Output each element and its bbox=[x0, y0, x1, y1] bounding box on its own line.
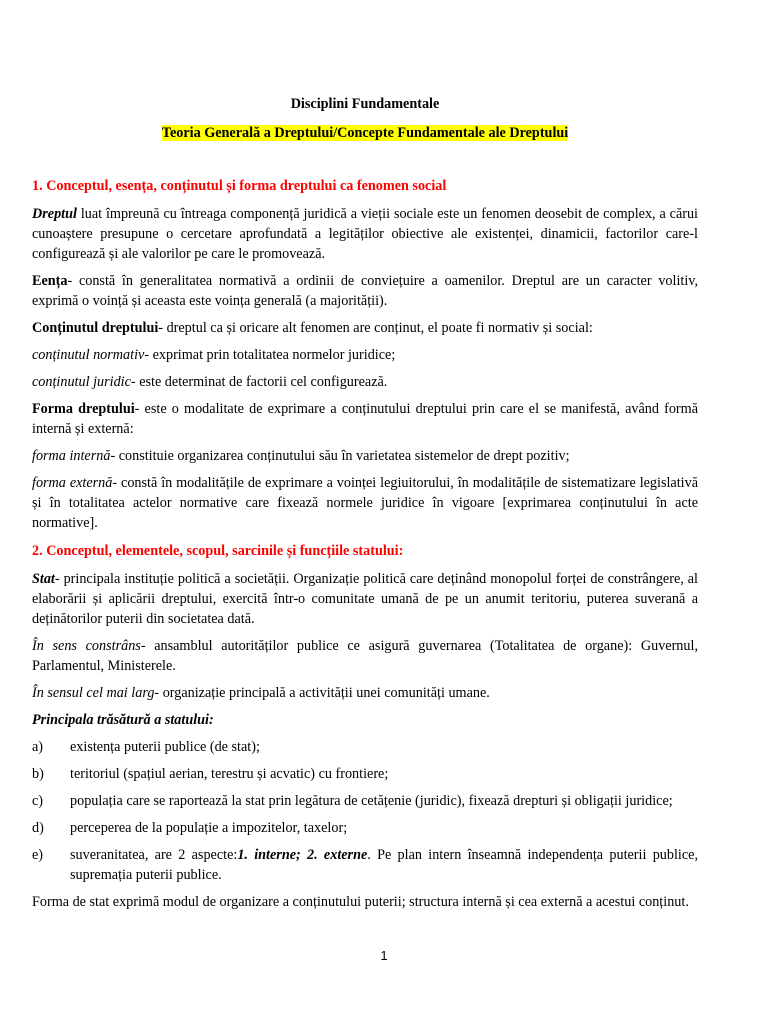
paragraph-forma-externa bbox=[32, 473, 698, 533]
term-continutul-juridic: conținutul juridic bbox=[32, 374, 131, 390]
term-forma-interna: forma internă bbox=[32, 448, 111, 464]
paragraph-text: - este o modalitate de exprimare a conținutului dreptului prin care el se manifestă, având formă internă și externă: bbox=[32, 401, 698, 437]
term-sens-constrans: În sens constrâns bbox=[32, 638, 141, 654]
paragraph-continutul-juridic bbox=[32, 372, 698, 392]
list-item bbox=[32, 764, 698, 784]
paragraph-dreptul bbox=[32, 204, 698, 264]
term-esenta: Eența bbox=[32, 273, 68, 289]
term-forma-externa: forma externă bbox=[32, 475, 113, 491]
document-subtitle-wrap bbox=[32, 123, 698, 143]
list-item-text: populația care se raportează la stat prin legătura de cetățenie (juridic), fixează drepturi și obligații juridice; bbox=[70, 793, 673, 809]
list-item bbox=[32, 737, 698, 757]
list-item bbox=[32, 791, 698, 811]
paragraph-text: - exprimat prin totalitatea normelor juridice; bbox=[144, 347, 396, 363]
list-marker: e) bbox=[32, 847, 44, 863]
document-title: Disciplini Fundamentale bbox=[290, 96, 440, 112]
list-item bbox=[32, 818, 698, 838]
item-e-pre: suveranitatea, are 2 aspecte: bbox=[70, 847, 238, 863]
paragraph-sens-larg bbox=[32, 683, 698, 703]
paragraph-forma-dreptului bbox=[32, 399, 698, 439]
term-stat: Stat bbox=[32, 571, 55, 587]
paragraph-text: - este determinat de factorii cel configurează. bbox=[130, 374, 388, 390]
paragraph-text: - ansamblul autorităților publice ce asigură guvernarea (Totalitatea de organe): Guvernul, Parlamentul, Ministerele. bbox=[32, 638, 698, 674]
paragraph-forma-interna bbox=[32, 446, 698, 466]
term-forma-dreptului: Forma dreptului bbox=[32, 401, 135, 417]
page-content bbox=[32, 94, 698, 919]
list-item-text: perceperea de la populație a impozitelor, taxelor; bbox=[70, 820, 348, 836]
paragraph-continutul bbox=[32, 318, 698, 338]
term-sens-larg: În sensul cel mai larg bbox=[32, 685, 155, 701]
paragraph-forma-de-stat bbox=[32, 892, 698, 912]
list-marker: c) bbox=[32, 793, 44, 809]
list-item-text: existența puterii publice (de stat); bbox=[70, 739, 260, 755]
paragraph-text: Forma de stat exprimă modul de organizare a conținutului puterii; structura internă și cea externă a acestui conținut. bbox=[32, 894, 689, 910]
term-dreptul: Dreptul bbox=[32, 206, 77, 222]
section1-heading: 1. Conceptul, esența, conținutul și forma dreptului ca fenomen social bbox=[32, 178, 447, 194]
list-heading bbox=[32, 710, 698, 730]
item-e-post: . Pe plan intern înseamnă independența puterii publice, supremația puterii publice. bbox=[70, 847, 698, 883]
section2-heading: 2. Conceptul, elementele, scopul, sarcinile și funcțiile statului: bbox=[32, 543, 404, 559]
paragraph-text: - constituie organizarea conținutului său în varietatea sistemelor de drept pozitiv; bbox=[110, 448, 570, 464]
paragraph-text: - principala instituție politică a societății. Organizație politică care deținând monopolul forței de constrângere, al elaborării și aplicării dreptului, exercită într-o comunitate umană de pe un anumit teritoriu, puterea suverană a deținătorilor puterii din societatea dată. bbox=[32, 571, 698, 627]
list-marker: b) bbox=[32, 766, 44, 782]
list-item bbox=[32, 845, 698, 885]
list-heading-text: Principala trăsătură a statului: bbox=[32, 712, 214, 728]
paragraph-text: - constă în modalitățile de exprimare a voinței legiuitorului, în modalitățile de sistematizare legislativă și în totalitatea actelor normative care fixează normele juridice în vigoare [exprimarea conținutului în acte normative]. bbox=[32, 475, 698, 531]
paragraph-esenta bbox=[32, 271, 698, 311]
paragraph-stat bbox=[32, 569, 698, 629]
term-continutul: Conținutul dreptului bbox=[32, 320, 159, 336]
term-continutul-normativ: conținutul normativ bbox=[32, 347, 145, 363]
document-subtitle: Teoria Generală a Dreptului/Concepte Fundamentale ale Dreptului bbox=[161, 125, 569, 141]
item-e-emphasis: 1. interne; 2. externe bbox=[237, 847, 368, 863]
list-marker: a) bbox=[32, 739, 44, 755]
paragraph-text: luat împreună cu întreaga componență juridică a vieții sociale este un fenomen deosebit de complex, a cărui cunoaștere presupune o cercetare aprofundată a legităților obiective ale existenței, dinamicii, factorilor care-l configurează și ale valorilor pe care le promovează. bbox=[32, 206, 698, 262]
paragraph-continutul-normativ bbox=[32, 345, 698, 365]
paragraph-text: - dreptul ca și oricare alt fenomen are conținut, el poate fi normativ și social: bbox=[158, 320, 593, 336]
page-number: 1 bbox=[380, 948, 388, 963]
paragraph-text: - organizație principală a activității unei comunități umane. bbox=[154, 685, 490, 701]
list-marker: d) bbox=[32, 820, 44, 836]
paragraph-sens-constrans bbox=[32, 636, 698, 676]
list-item-text bbox=[70, 845, 698, 885]
list-item-text: teritoriul (spațiul aerian, terestru și acvatic) cu frontiere; bbox=[70, 766, 389, 782]
paragraph-text: - constă în generalitatea normativă a ordinii de conviețuire a oamenilor. Dreptul are un caracter volitiv, exprimă o voință și aceasta este voința generală (a majorității). bbox=[32, 273, 698, 309]
